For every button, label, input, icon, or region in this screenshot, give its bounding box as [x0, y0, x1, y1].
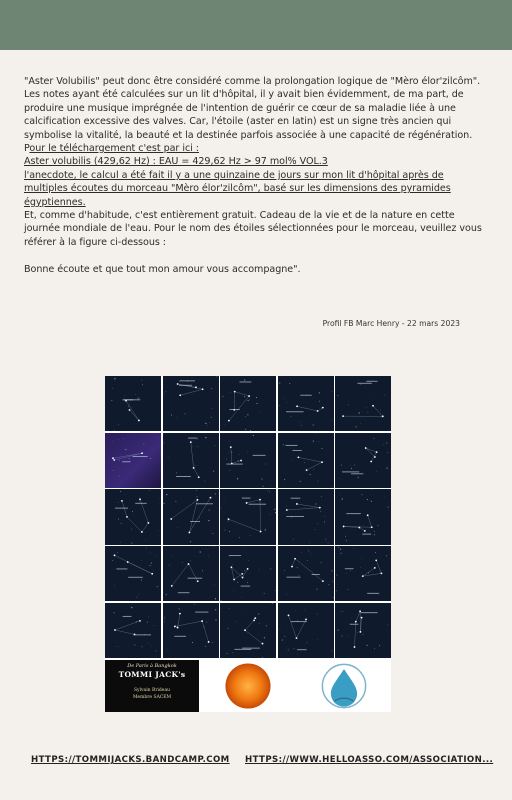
star-map-cell: [335, 489, 391, 544]
star-map-cell: [105, 489, 161, 544]
logo-tagline: De Paris à Bangkok: [127, 663, 177, 669]
logo-artist: Sylvain Brideau: [133, 688, 171, 693]
star-map-cell: [163, 489, 219, 544]
header-bar: [0, 0, 512, 50]
intro-paragraph: "Aster Volubilis" peut donc être considéré comme la prolongation logique de "Mèro élor'zilcôm". Les notes ayant été calculées sur un lit d'hôpital, il y avait bien évidemment, de ma part, de produire une musique imprégnée de l'intention de guérir ce cœur de sa maladie liée à une calcification excessive des valves. Car, l'étoile (aster en latin) est un signe très ancien qui symbolise la vitalité, la beauté et la destinée parfois associée à une capacité de régénération.: [24, 76, 481, 141]
spacer: [24, 249, 488, 262]
closing-paragraph: Et, comme d'habitude, c'est entièrement gratuit. Cadeau de la vie et de la nature en cette journée mondiale de l'eau. Pour le nom des étoiles sélectionnées pour le morceau, veuillez vous référer à la figure ci-dessous :: [24, 210, 482, 248]
water-drop-logo: [297, 660, 391, 712]
article-body: [24, 75, 488, 276]
star-map-cell: [335, 433, 391, 488]
signoff-line: Bonne écoute et que tout mon amour vous accompagne".: [24, 263, 301, 275]
star-map-cell: [335, 546, 391, 601]
logo-row: [105, 660, 391, 712]
star-map-cell: [220, 603, 276, 658]
star-map-grid: [105, 376, 391, 658]
sun-image: [201, 660, 295, 712]
source-credit: Profil FB Marc Henry - 22 mars 2023: [322, 319, 460, 328]
star-map-cell: [278, 433, 334, 488]
star-map-cell: [335, 603, 391, 658]
star-map-cell: [105, 433, 161, 488]
star-map-cell: [278, 546, 334, 601]
star-collage-image: [105, 376, 391, 712]
download-link[interactable]: our le téléchargement c'est par ici :: [29, 143, 199, 155]
star-map-cell: [278, 376, 334, 431]
download-prefix: P: [24, 143, 30, 155]
helloasso-link[interactable]: HTTPS://WWW.HELLOASSO.COM/ASSOCIATION...: [245, 755, 494, 765]
star-map-cell: [105, 603, 161, 658]
logo-membership: Membre SACEM: [132, 695, 172, 700]
star-map-cell: [220, 546, 276, 601]
star-map-cell: [278, 603, 334, 658]
star-map-cell: [163, 546, 219, 601]
download-line: [24, 142, 488, 155]
star-map-cell: [163, 433, 219, 488]
star-map-cell: [163, 376, 219, 431]
star-map-cell: [105, 546, 161, 601]
anecdote-link[interactable]: l'anecdote, le calcul a été fait il y a une quinzaine de jours sur mon lit d'hôpital après de multiples écoutes du morceau "Mèro élor'zilcôm", basé sur les dimensions des pyramides égyptiennes.: [24, 169, 451, 208]
track-link[interactable]: Aster volubilis (429,62 Hz) : EAU = 429,62 Hz > 97 mol% VOL.3: [24, 156, 328, 168]
tommi-jacks-logo: [105, 660, 199, 712]
logo-title: TOMMI JACK's: [118, 670, 186, 679]
star-map-cell: [278, 489, 334, 544]
star-map-cell: [220, 489, 276, 544]
star-map-cell: [105, 376, 161, 431]
star-map-cell: [335, 376, 391, 431]
bandcamp-link[interactable]: HTTPS://TOMMIJACKS.BANDCAMP.COM: [31, 755, 230, 765]
star-map-cell: [220, 376, 276, 431]
star-map-cell: [220, 433, 276, 488]
star-map-cell: [163, 603, 219, 658]
